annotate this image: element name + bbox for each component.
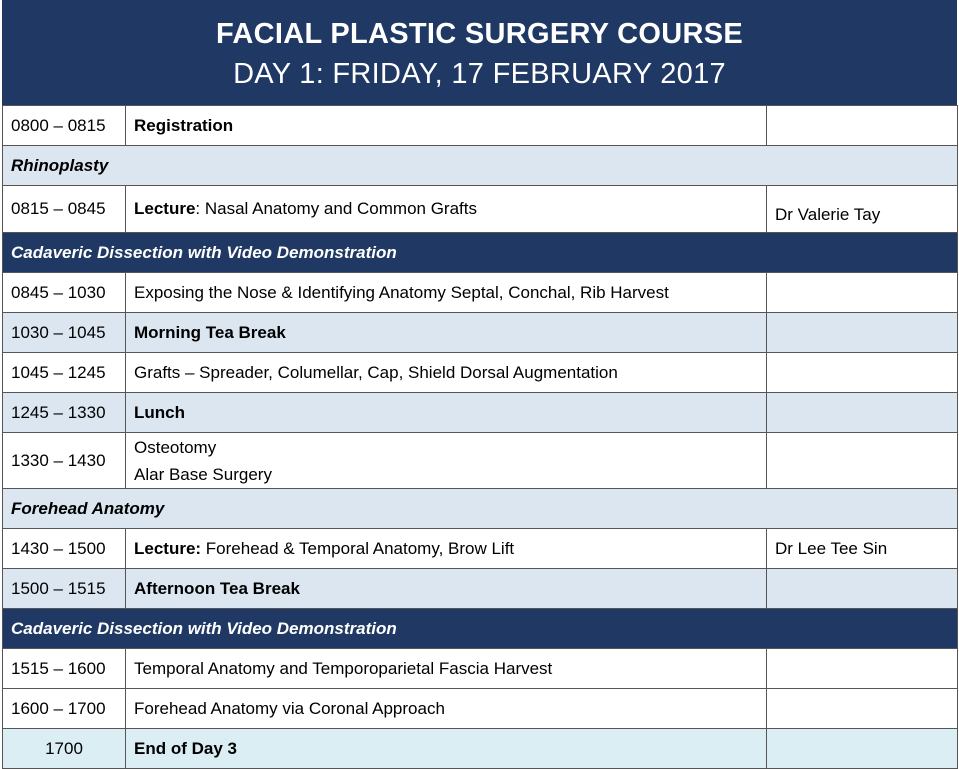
speaker-cell xyxy=(767,649,958,689)
activity-cell: Grafts – Spreader, Columellar, Cap, Shield Dorsal Augmentation xyxy=(126,353,767,393)
speaker-cell xyxy=(767,729,958,769)
course-title: FACIAL PLASTIC SURGERY COURSE xyxy=(215,18,743,50)
section-row xyxy=(3,489,958,529)
speaker-cell xyxy=(767,273,958,313)
activity-cell xyxy=(126,393,767,433)
section-row xyxy=(3,233,958,273)
time-cell: 0800 – 0815 xyxy=(3,106,126,146)
section-row xyxy=(3,146,958,186)
activity-cell: Temporal Anatomy and Temporoparietal Fascia Harvest xyxy=(126,649,767,689)
table-row xyxy=(3,313,958,353)
speaker-cell xyxy=(767,433,958,489)
time-cell: 1330 – 1430 xyxy=(3,433,126,489)
activity-text: Forehead & Temporal Anatomy, Brow Lift xyxy=(201,538,515,558)
table-row xyxy=(3,186,958,233)
speaker-cell: Dr Lee Tee Sin xyxy=(767,529,958,569)
activity-lead: Lecture: xyxy=(134,538,202,558)
page-header xyxy=(2,0,957,105)
time-cell: 0845 – 1030 xyxy=(3,273,126,313)
table-row xyxy=(3,529,958,569)
speaker-cell xyxy=(767,569,958,609)
activity-cell xyxy=(126,433,767,489)
time-cell: 1500 – 1515 xyxy=(3,569,126,609)
section-row xyxy=(3,609,958,649)
activity-cell xyxy=(126,186,767,233)
day-subtitle: DAY 1: FRIDAY, 17 FEBRUARY 2017 xyxy=(233,58,726,90)
time-cell: 1030 – 1045 xyxy=(3,313,126,353)
activity-cell: Forehead Anatomy via Coronal Approach xyxy=(126,689,767,729)
activity-cell xyxy=(126,313,767,353)
activity-line: Osteotomy xyxy=(134,437,217,457)
table-row xyxy=(3,273,958,313)
activity-lead: Afternoon Tea Break xyxy=(134,578,300,598)
speaker-cell: Dr Valerie Tay xyxy=(767,186,958,233)
schedule-table xyxy=(2,105,958,769)
activity-lead: Registration xyxy=(134,115,234,135)
speaker-cell xyxy=(767,689,958,729)
section-title: Cadaveric Dissection with Video Demonstration xyxy=(3,233,958,273)
section-title: Cadaveric Dissection with Video Demonstration xyxy=(3,609,958,649)
section-title: Rhinoplasty xyxy=(3,146,958,186)
table-row xyxy=(3,689,958,729)
table-row xyxy=(3,433,958,489)
activity-line: Alar Base Surgery xyxy=(134,464,272,484)
speaker-cell xyxy=(767,106,958,146)
activity-lead: End of Day 3 xyxy=(134,738,237,758)
table-row xyxy=(3,353,958,393)
activity-cell xyxy=(126,106,767,146)
activity-cell: Exposing the Nose & Identifying Anatomy Septal, Conchal, Rib Harvest xyxy=(126,273,767,313)
activity-cell xyxy=(126,529,767,569)
speaker-cell xyxy=(767,353,958,393)
time-cell: 1515 – 1600 xyxy=(3,649,126,689)
speaker-cell xyxy=(767,313,958,353)
time-cell: 1430 – 1500 xyxy=(3,529,126,569)
time-cell: 0815 – 0845 xyxy=(3,186,126,233)
time-cell: 1600 – 1700 xyxy=(3,689,126,729)
time-cell: 1045 – 1245 xyxy=(3,353,126,393)
time-cell: 1700 xyxy=(3,729,126,769)
activity-lead: Lecture xyxy=(134,199,196,218)
time-cell: 1245 – 1330 xyxy=(3,393,126,433)
speaker-cell xyxy=(767,393,958,433)
activity-cell xyxy=(126,729,767,769)
activity-lead: Morning Tea Break xyxy=(134,322,286,342)
table-row xyxy=(3,649,958,689)
table-row xyxy=(3,106,958,146)
activity-text: : Nasal Anatomy and Common Grafts xyxy=(195,199,477,218)
table-row xyxy=(3,729,958,769)
table-row xyxy=(3,393,958,433)
section-title: Forehead Anatomy xyxy=(3,489,958,529)
activity-cell xyxy=(126,569,767,609)
table-row xyxy=(3,569,958,609)
activity-lead: Lunch xyxy=(134,402,185,422)
